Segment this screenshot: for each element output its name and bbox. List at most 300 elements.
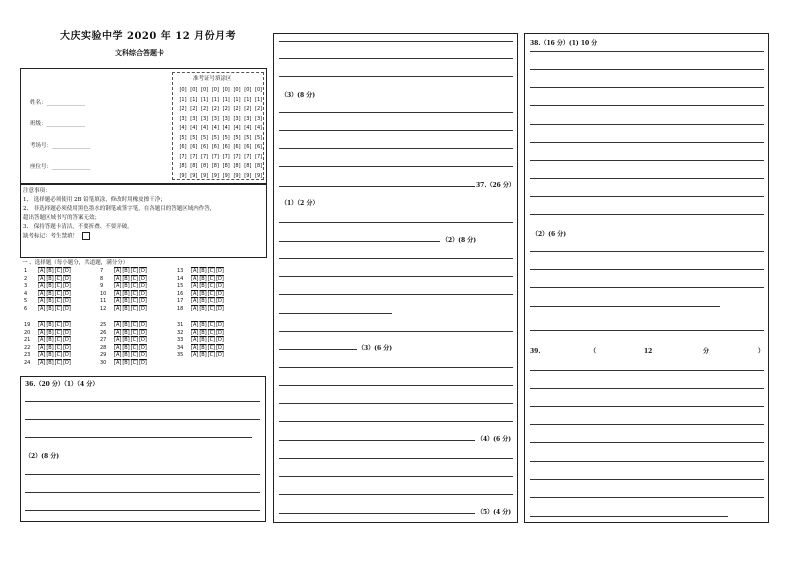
exam-id-bubble[interactable]: [6] [211,144,219,150]
exam-id-bubble[interactable]: [8] [179,163,187,169]
mcq-option-bubble[interactable]: [B] [46,329,54,336]
mcq-option-bubble[interactable]: [C] [130,305,139,312]
exam-id-bubble[interactable]: [7] [190,153,198,160]
mcq-option-bubble[interactable]: [A] [114,298,122,304]
exam-id-bubble[interactable]: [9] [233,172,241,179]
mcq-option-bubble[interactable]: [D] [139,298,147,304]
exam-id-bubble[interactable]: [2] [222,106,230,112]
exam-room-field[interactable]: 考场号：______________ [30,143,91,149]
mcq-option-bubble[interactable]: [D] [139,275,147,282]
answer-line[interactable] [279,58,513,59]
mcq-option-bubble[interactable]: [C] [207,352,216,358]
mcq-question-row [100,291,148,298]
mcq-option-bubble[interactable]: [C] [130,275,139,282]
mcq-question-number: 4 [24,290,28,297]
exam-id-bubble[interactable]: [7] [233,153,241,160]
mcq-question-number: 28 [100,344,107,351]
exam-id-bubble[interactable]: [5] [222,134,230,141]
mcq-option-bubble[interactable]: [C] [54,352,63,358]
mcq-question-row [177,276,225,283]
exam-id-bubble[interactable]: [2] [179,106,187,112]
mcq-option-bubble[interactable]: [D] [216,329,224,336]
exam-id-bubble[interactable]: [4] [211,125,219,131]
answer-line[interactable] [530,479,764,480]
mcq-option-bubble[interactable]: [B] [122,329,130,336]
exam-id-bubble[interactable]: [1] [233,96,241,103]
mcq-option-bubble[interactable]: [D] [216,268,224,274]
mcq-option-bubble[interactable]: [A] [191,337,199,343]
mcq-option-bubble[interactable]: [A] [38,359,46,366]
mcq-option-bubble[interactable]: [B] [199,290,207,297]
exam-id-bubble[interactable]: [2] [233,106,241,112]
mcq-option-bubble[interactable]: [C] [130,337,139,343]
exam-id-bubble[interactable]: [9] [255,172,263,179]
exam-id-bubble[interactable]: [6] [190,144,198,150]
mcq-option-bubble[interactable]: [D] [216,275,224,282]
mcq-option-bubble[interactable]: [B] [122,344,130,351]
answer-line[interactable] [25,401,260,402]
mcq-option-bubble[interactable]: [B] [46,283,54,289]
exam-id-bubble[interactable]: [1] [179,96,187,103]
mcq-option-bubble[interactable]: [A] [114,344,122,351]
mcq-option-bubble[interactable]: [A] [114,352,122,358]
mcq-option-bubble[interactable]: [D] [63,344,71,351]
answer-line[interactable] [530,424,764,425]
mcq-option-bubble[interactable]: [A] [38,329,46,336]
exam-id-bubble[interactable]: [5] [201,134,209,141]
answer-line[interactable] [279,76,513,77]
answer-line[interactable] [279,458,513,459]
mcq-option-bubble[interactable]: [A] [191,352,199,358]
exam-id-bubble[interactable]: [0] [244,87,252,93]
mcq-option-bubble[interactable]: [C] [54,337,63,343]
answer-line[interactable] [25,510,260,511]
answer-line[interactable] [25,437,252,438]
mcq-option-bubble[interactable]: [B] [46,359,54,366]
exam-id-column[interactable] [200,86,210,181]
exam-id-bubble[interactable]: [1] [211,96,219,103]
mcq-option-bubble[interactable]: [D] [63,275,71,282]
mcq-option-bubble[interactable]: [B] [122,352,130,358]
mcq-option-bubble[interactable]: [A] [38,305,46,312]
exam-id-bubble[interactable]: [6] [222,144,230,150]
mcq-option-bubble[interactable]: [A] [191,275,199,282]
mcq-option-bubble[interactable]: [A] [191,290,199,297]
mcq-option-bubble[interactable]: [B] [199,298,207,304]
exam-id-bubble[interactable]: [2] [201,106,209,112]
mcq-option-bubble[interactable]: [D] [63,322,71,328]
answer-line[interactable] [530,388,764,389]
exam-id-bubble[interactable]: [4] [222,125,230,131]
exam-id-bubble[interactable]: [5] [255,134,263,141]
exam-id-column[interactable] [221,86,231,181]
mcq-option-bubble[interactable]: [D] [139,283,147,289]
exam-id-bubble[interactable]: [5] [211,134,219,141]
mcq-option-bubble[interactable]: [B] [46,352,54,358]
exam-id-column[interactable] [232,86,242,181]
mcq-option-bubble[interactable]: [D] [216,305,224,312]
answer-line[interactable] [279,258,513,259]
answer-line[interactable] [530,51,764,52]
exam-id-bubble[interactable]: [9] [179,172,187,179]
answer-line[interactable] [530,306,720,307]
mcq-option-bubble[interactable]: [D] [216,283,224,289]
exam-id-bubble[interactable]: [4] [255,125,263,131]
mcq-option-bubble[interactable]: [D] [216,290,224,297]
exam-id-bubble[interactable]: [8] [233,163,241,169]
mcq-option-bubble[interactable]: [B] [122,337,130,343]
exam-id-bubble[interactable]: [0] [233,87,241,93]
exam-id-bubble[interactable]: [9] [190,172,198,179]
mcq-option-bubble[interactable]: [A] [38,283,46,289]
mcq-option-bubble[interactable]: [B] [122,283,130,289]
answer-line[interactable] [25,474,260,475]
exam-id-bubble[interactable]: [0] [201,87,209,93]
mcq-option-bubble[interactable]: [D] [139,352,147,358]
mcq-option-bubble[interactable]: [D] [139,359,147,366]
mcq-option-bubble[interactable]: [D] [216,322,224,328]
mcq-option-bubble[interactable]: [B] [122,298,130,304]
exam-id-column[interactable] [178,86,188,181]
answer-line[interactable] [530,269,764,270]
mcq-option-bubble[interactable]: [B] [46,298,54,304]
mcq-option-bubble[interactable]: [B] [46,290,54,297]
exam-id-bubble[interactable]: [7] [201,153,209,160]
q39-heading: 39. [530,348,541,355]
answer-line[interactable] [25,492,260,493]
mcq-option-bubble[interactable]: [C] [207,329,216,336]
mcq-option-bubble[interactable]: [C] [207,268,216,274]
mcq-option-bubble[interactable]: [D] [139,337,147,343]
mcq-option-bubble[interactable]: [C] [130,352,139,358]
exam-id-bubble[interactable]: [9] [222,172,230,179]
q37-heading: 37.（26 分） [476,182,515,189]
exam-id-bubble[interactable]: [7] [222,153,230,160]
mcq-option-bubble[interactable]: [C] [207,337,216,343]
mcq-option-bubble[interactable]: [A] [114,337,122,343]
exam-id-bubble[interactable]: [8] [190,163,198,169]
exam-id-bubble[interactable]: [6] [201,144,209,150]
mcq-option-bubble[interactable]: [A] [38,268,46,274]
exam-id-bubble[interactable]: [2] [255,106,263,112]
exam-id-bubble[interactable]: [1] [190,96,198,103]
answer-line[interactable] [279,513,475,514]
exam-id-bubble[interactable]: [9] [244,172,252,179]
mcq-option-bubble[interactable]: [C] [130,322,139,328]
answer-line[interactable] [530,497,764,498]
mcq-option-bubble[interactable]: [C] [130,329,139,336]
mcq-option-bubble[interactable]: [C] [130,283,139,289]
answer-line[interactable] [279,494,513,495]
mcq-option-bubble[interactable]: [C] [54,290,63,297]
mcq-option-bubble[interactable]: [B] [122,305,130,312]
mcq-option-bubble[interactable]: [B] [199,305,207,312]
answer-line[interactable] [530,516,728,517]
exam-id-bubble[interactable]: [1] [201,96,209,103]
exam-id-bubble[interactable]: [4] [233,125,241,131]
exam-id-bubble[interactable]: [3] [179,115,187,122]
exam-id-bubble[interactable]: [3] [233,115,241,122]
exam-id-bubble[interactable]: [8] [211,163,219,169]
exam-id-bubble[interactable]: [4] [190,125,198,131]
answer-line[interactable] [530,160,764,161]
mcq-option-bubble[interactable]: [C] [54,305,63,312]
mcq-option-bubble[interactable]: [A] [38,337,46,343]
mcq-option-bubble[interactable]: [B] [46,275,54,282]
exam-id-bubble[interactable]: [5] [179,134,187,141]
mcq-option-bubble[interactable]: [A] [191,298,199,304]
mcq-option-bubble[interactable]: [B] [122,290,130,297]
answer-line[interactable] [530,330,764,331]
answer-line[interactable] [530,461,764,462]
mcq-option-bubble[interactable]: [B] [199,329,207,336]
exam-id-bubble[interactable]: [8] [255,163,263,169]
mcq-option-bubble[interactable]: [B] [122,268,130,274]
answer-line[interactable] [530,196,764,197]
exam-id-bubble[interactable]: [8] [244,163,252,169]
answer-line[interactable] [279,166,513,167]
mcq-option-bubble[interactable]: [D] [139,329,147,336]
exam-id-bubble[interactable]: [6] [233,144,241,150]
mcq-option-bubble[interactable]: [C] [207,305,216,312]
mcq-option-bubble[interactable]: [C] [130,359,139,366]
exam-id-bubble[interactable]: [0] [255,87,263,93]
exam-id-bubble[interactable]: [2] [211,106,219,112]
answer-line[interactable] [279,440,475,441]
exam-id-column[interactable] [189,86,199,181]
mcq-option-bubble[interactable]: [D] [216,344,224,351]
answer-line[interactable] [279,421,513,422]
answer-line[interactable] [279,313,392,314]
absent-checkbox[interactable] [82,232,90,240]
mcq-option-bubble[interactable]: [A] [38,344,46,351]
mcq-option-bubble[interactable]: [B] [46,305,54,312]
exam-id-bubble[interactable]: [6] [255,144,263,150]
exam-id-bubble[interactable]: [3] [222,115,230,122]
mcq-option-bubble[interactable]: [D] [63,298,71,304]
mcq-option-bubble[interactable]: [B] [199,352,207,358]
mcq-option-bubble[interactable]: [D] [63,268,71,274]
exam-id-bubble[interactable]: [4] [201,125,209,131]
mcq-option-bubble[interactable]: [A] [38,290,46,297]
mcq-option-bubble[interactable]: [A] [38,352,46,358]
mcq-option-bubble[interactable]: [A] [38,275,46,282]
mcq-option-bubble[interactable]: [D] [216,352,224,358]
answer-line[interactable] [530,406,764,407]
answer-line[interactable] [279,41,513,42]
mcq-option-bubble[interactable]: [D] [216,337,224,343]
mcq-option-bubble[interactable]: [C] [207,283,216,289]
answer-line[interactable] [279,367,513,368]
mcq-option-bubble[interactable]: [C] [54,322,63,328]
exam-id-bubble[interactable]: [9] [211,172,219,179]
mcq-option-bubble[interactable]: [B] [122,322,130,328]
exam-id-bubble[interactable]: [0] [222,87,230,93]
exam-id-bubble[interactable]: [5] [233,134,241,141]
mcq-option-bubble[interactable]: [C] [207,322,216,328]
mcq-option-bubble[interactable]: [D] [63,329,71,336]
mcq-option-bubble[interactable]: [C] [54,275,63,282]
mcq-question-row [177,330,225,337]
mcq-option-bubble[interactable]: [B] [199,275,207,282]
exam-id-column[interactable] [243,86,253,181]
answer-line[interactable] [530,251,764,252]
mcq-option-bubble[interactable]: [A] [114,329,122,336]
exam-id-bubble[interactable]: [4] [244,125,252,131]
exam-id-bubble[interactable]: [0] [190,87,198,93]
mcq-option-bubble[interactable]: [C] [54,268,63,274]
mcq-option-bubble[interactable]: [B] [199,268,207,274]
class-field[interactable]: 班级：______________ [30,121,86,127]
answer-line[interactable] [530,87,764,88]
mcq-option-bubble[interactable]: [A] [191,268,199,274]
exam-id-bubble[interactable]: [0] [179,87,187,93]
mcq-option-bubble[interactable]: [C] [207,275,216,282]
answer-line[interactable] [279,222,513,223]
mcq-option-bubble[interactable]: [B] [46,322,54,328]
answer-line[interactable] [279,276,513,277]
seat-number-field[interactable]: 座位号：______________ [30,164,91,170]
exam-id-bubble[interactable]: [0] [211,87,219,93]
mcq-option-bubble[interactable]: [B] [199,283,207,289]
exam-id-bubble[interactable]: [6] [244,144,252,150]
answer-line[interactable] [279,241,440,242]
mcq-option-bubble[interactable]: [C] [54,298,63,304]
answer-line[interactable] [530,287,764,288]
mcq-option-bubble[interactable]: [A] [114,275,122,282]
exam-id-bubble[interactable]: [2] [244,106,252,112]
mcq-option-bubble[interactable]: [A] [114,305,122,312]
answer-line[interactable] [279,331,513,332]
mcq-option-bubble[interactable]: [B] [46,337,54,343]
answer-line[interactable] [279,349,357,350]
mcq-option-bubble[interactable]: [A] [38,322,46,328]
mcq-option-bubble[interactable]: [C] [207,290,216,297]
answer-line[interactable] [530,214,764,215]
mcq-option-bubble[interactable]: [B] [199,337,207,343]
mcq-option-bubble[interactable]: [C] [54,283,63,289]
mcq-option-bubble[interactable]: [D] [63,359,71,366]
answer-line[interactable] [279,148,513,149]
mcq-option-bubble[interactable]: [B] [199,344,207,351]
mcq-option-bubble[interactable]: [D] [139,322,147,328]
exam-id-bubble[interactable]: [1] [222,96,230,103]
mcq-option-bubble[interactable]: [C] [54,344,63,351]
mcq-option-bubble[interactable]: [A] [114,283,122,289]
mcq-option-bubble[interactable]: [C] [130,290,139,297]
answer-line[interactable] [279,476,513,477]
mcq-option-bubble[interactable]: [D] [139,305,147,312]
mcq-option-bubble[interactable]: [C] [207,344,216,351]
mcq-option-bubble[interactable]: [A] [114,268,122,274]
exam-id-column[interactable] [210,86,220,181]
mcq-option-bubble[interactable]: [C] [54,329,63,336]
exam-id-bubble[interactable]: [3] [190,115,198,122]
mcq-option-bubble[interactable]: [D] [63,290,71,297]
exam-id-bubble[interactable]: [5] [190,134,198,141]
answer-line[interactable] [530,105,764,106]
mcq-option-bubble[interactable]: [A] [114,322,122,328]
answer-line[interactable] [530,142,764,143]
answer-line[interactable] [530,69,764,70]
exam-id-bubble[interactable]: [3] [211,115,219,122]
mcq-option-bubble[interactable]: [B] [122,275,130,282]
exam-id-bubble[interactable]: [7] [179,153,187,160]
exam-id-bubble[interactable]: [3] [244,115,252,122]
exam-id-bubble[interactable]: [8] [201,163,209,169]
mcq-option-bubble[interactable]: [C] [207,298,216,304]
mcq-option-bubble[interactable]: [C] [130,344,139,351]
answer-line[interactable] [279,186,475,187]
mcq-option-bubble[interactable]: [A] [191,305,199,312]
exam-id-bubble[interactable]: [9] [201,172,209,179]
q39-score-unit: 分 [703,348,710,355]
answer-line[interactable] [279,112,513,113]
mcq-option-bubble[interactable]: [A] [114,359,122,366]
name-field[interactable]: 姓名：______________ [30,100,86,106]
exam-id-bubble[interactable]: [5] [244,134,252,141]
exam-id-bubble[interactable]: [7] [255,153,263,160]
exam-id-column[interactable] [254,86,264,181]
mcq-option-bubble[interactable]: [A] [191,329,199,336]
mcq-option-bubble[interactable]: [D] [63,283,71,289]
answer-line[interactable] [279,130,513,131]
mcq-option-bubble[interactable]: [B] [122,359,130,366]
answer-line[interactable] [25,419,260,420]
answer-line[interactable] [530,124,764,125]
absent-mark: 缺考标记：考生禁填！ [23,232,215,242]
mcq-question-number: 24 [24,359,31,366]
mcq-option-bubble[interactable]: [D] [63,305,71,312]
mcq-option-bubble[interactable]: [D] [139,290,147,297]
mcq-option-bubble[interactable]: [D] [63,352,71,358]
mcq-option-bubble[interactable]: [D] [139,268,147,274]
mcq-option-bubble[interactable]: [C] [54,359,63,366]
mcq-option-bubble[interactable]: [D] [216,298,224,304]
exam-id-bubble[interactable]: [1] [255,96,263,103]
exam-id-bubble[interactable]: [6] [179,144,187,150]
exam-id-bubble[interactable]: [7] [211,153,219,160]
mcq-option-bubble[interactable]: [A] [191,344,199,351]
answer-line[interactable] [530,178,764,179]
exam-id-bubble[interactable]: [2] [190,106,198,112]
mcq-option-bubble[interactable]: [C] [130,268,139,274]
mcq-option-bubble[interactable]: [A] [38,298,46,304]
answer-line[interactable] [530,442,764,443]
answer-line[interactable] [279,294,513,295]
mcq-option-bubble[interactable]: [B] [46,268,54,274]
exam-id-bubble[interactable]: [8] [222,163,230,169]
mcq-question-row [24,276,72,283]
answer-line[interactable] [279,385,513,386]
mcq-option-bubble[interactable]: [A] [191,283,199,289]
mcq-option-bubble[interactable]: [A] [114,290,122,297]
exam-id-bubble[interactable]: [3] [255,115,263,122]
mcq-option-bubble[interactable]: [A] [191,322,199,328]
answer-line[interactable] [279,403,513,404]
mcq-option-bubble[interactable]: [C] [130,298,139,304]
mcq-option-bubble[interactable]: [D] [139,344,147,351]
exam-id-bubble[interactable]: [7] [244,153,252,160]
mcq-option-bubble[interactable]: [D] [63,337,71,343]
exam-id-bubble[interactable]: [1] [244,96,252,103]
mcq-option-bubble[interactable]: [B] [199,322,207,328]
exam-id-bubble[interactable]: [3] [201,115,209,122]
answer-line[interactable] [530,370,764,371]
mcq-option-bubble[interactable]: [B] [46,344,54,351]
exam-id-bubble[interactable]: [4] [179,125,187,131]
mcq-question-number: 33 [177,337,184,343]
